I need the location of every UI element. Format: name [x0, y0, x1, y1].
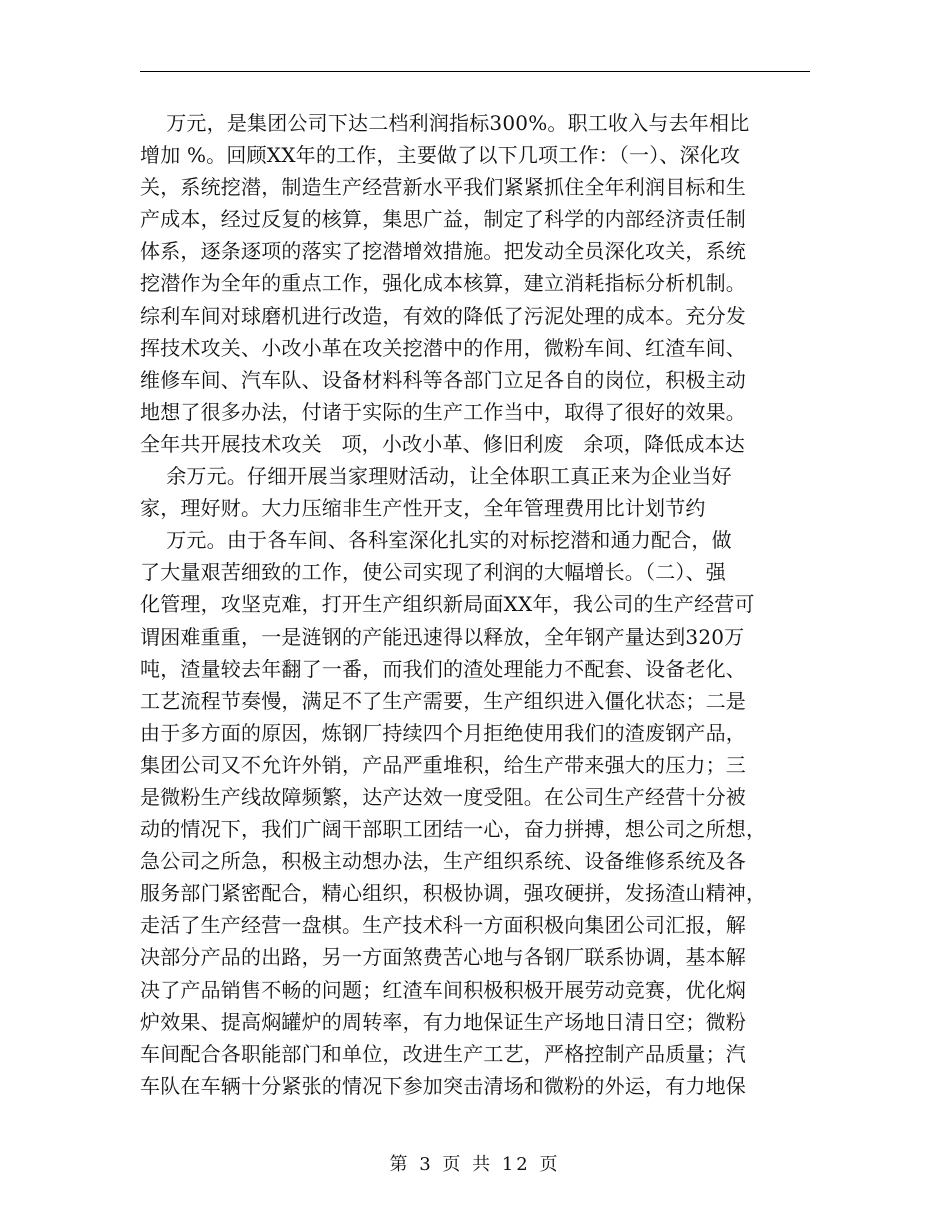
body-line: 动的情况下，我们广阔干部职工团结一心，奋力拼搏，想公司之所想， — [140, 817, 767, 842]
body-line: 吨，渣量较去年翻了一番，而我们的渣处理能力不配套、设备老化、 — [140, 656, 746, 681]
body-line: 关，系统挖潜，制造生产经营新水平我们紧紧抓住全年利润目标和生 — [140, 175, 746, 200]
body-line: 全年共开展技术攻关 项，小改小革、修旧利废 余项，降低成本达 — [140, 431, 745, 456]
body-line: 产成本，经过反复的核算，集思广益，制定了科学的内部经济责任制 — [140, 207, 746, 232]
document-body — [140, 107, 812, 1102]
body-line: 谓困难重重，一是涟钢的产能迅速得以释放，全年钢产量达到320万 — [140, 624, 745, 649]
body-line: 是微粉生产线故障频繁，达产达效一度受阻。在公司生产经营十分被 — [140, 784, 746, 809]
body-line: 走活了生产经营一盘棋。生产技术科一方面积极向集团公司汇报，解 — [140, 913, 746, 938]
body-line: 体系，逐条逐项的落实了挖潜增效措施。把发动全员深化攻关，系统 — [140, 239, 746, 264]
body-line: 家，理好财。大力压缩非生产性开支，全年管理费用比计划节约 — [140, 496, 706, 521]
header-divider — [140, 71, 810, 72]
body-line: 车间配合各职能部门和单位，改进生产工艺，严格控制产品质量；汽 — [140, 1041, 746, 1066]
body-line: 挖潜作为全年的重点工作，强化成本核算，建立消耗指标分析机制。 — [140, 271, 746, 296]
body-line: 挥技术攻关、小改小革在攻关挖潜中的作用，微粉车间、红渣车间、 — [140, 335, 746, 360]
body-line: 服务部门紧密配合，精心组织，积极协调，强攻硬拼，发扬渣山精神， — [140, 881, 767, 906]
body-line: 了大量艰苦细致的工作，使公司实现了利润的大幅增长。（二）、强 — [140, 560, 726, 585]
body-line: 工艺流程节奏慢，满足不了生产需要，生产组织进入僵化状态；二是 — [140, 688, 746, 713]
body-line: 增加 %。回顾XX年的工作，主要做了以下几项工作：（一）、深化攻 — [140, 143, 741, 168]
body-line: 余万元。仔细开展当家理财活动，让全体职工真正来为企业当好 — [140, 464, 732, 489]
body-line: 炉效果、提高焖罐炉的周转率，有力地保证生产场地日清日空；微粉 — [140, 1009, 746, 1034]
body-line: 综利车间对球磨机进行改造，有效的降低了污泥处理的成本。充分发 — [140, 303, 746, 328]
body-line: 决部分产品的出路，另一方面煞费苦心地与各钢厂联系协调，基本解 — [140, 945, 746, 970]
body-line: 万元，是集团公司下达二档利润指标300%。职工收入与去年相比 — [140, 111, 750, 135]
body-line: 维修车间、汽车队、设备材料科等各部门立足各自的岗位，积极主动 — [140, 367, 746, 392]
body-line: 化管理，攻坚克难，打开生产组织新局面XX年，我公司的生产经营可 — [140, 592, 755, 617]
body-line: 集团公司又不允许外销，产品严重堆积，给生产带来强大的压力；三 — [140, 752, 746, 777]
body-line: 决了产品销售不畅的问题；红渣车间积极积极开展劳动竞赛，优化焖 — [140, 977, 746, 1002]
body-line: 由于多方面的原因，炼钢厂持续四个月拒绝使用我们的渣废钢产品， — [140, 720, 746, 745]
body-line: 地想了很多办法，付诸于实际的生产工作当中，取得了很好的效果。 — [140, 399, 746, 424]
body-line: 车队在车辆十分紧张的情况下参加突击清场和微粉的外运，有力地保 — [140, 1073, 746, 1098]
page-number-footer: 第 3 页 共 12 页 — [389, 1154, 561, 1175]
body-line: 万元。由于各车间、各科室深化扎实的对标挖潜和通力配合，做 — [140, 528, 732, 553]
body-line: 急公司之所急，积极主动想办法，生产组织系统、设备维修系统及各 — [140, 849, 746, 874]
